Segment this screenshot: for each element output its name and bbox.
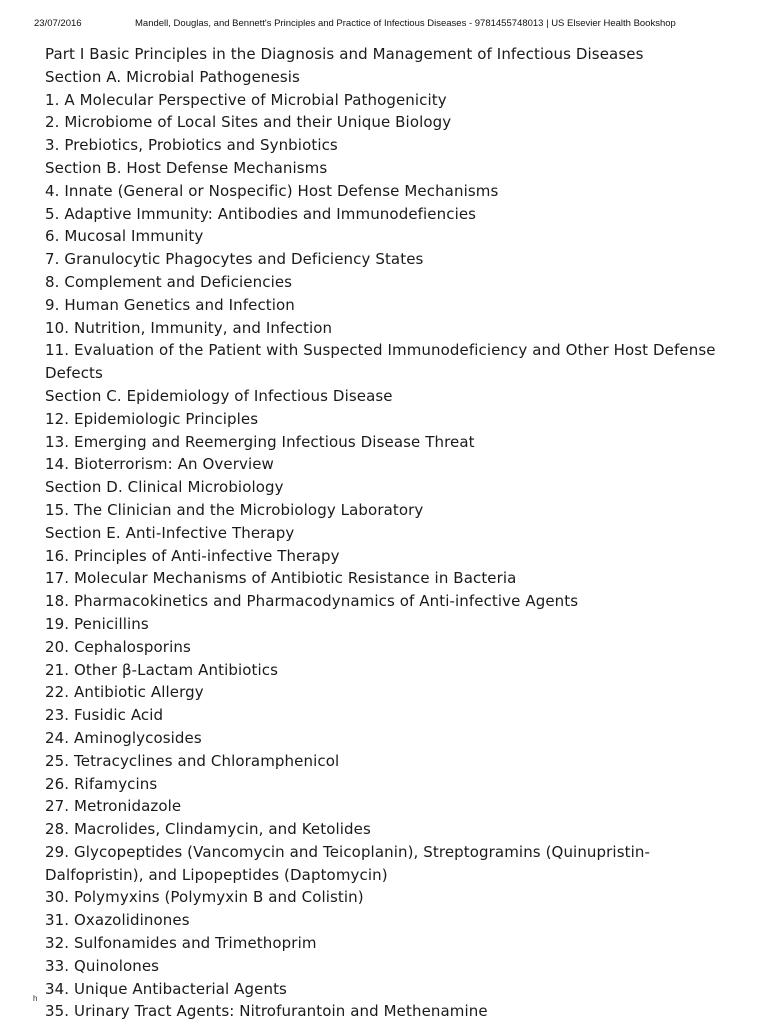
toc-line: 28. Macrolides, Clindamycin, and Ketolides (45, 820, 371, 839)
toc-line: Part I Basic Principles in the Diagnosis and Management of Infectious Diseases (45, 45, 644, 63)
toc-line: 11. Evaluation of the Patient with Suspected Immunodeficiency and Other Host Defense (45, 341, 716, 360)
print-page-title: Mandell, Douglas, and Bennett's Principles and Practice of Infectious Diseases - 9781455748013 | US Elsevier Health Bookshop (135, 18, 676, 29)
toc-line: 6. Mucosal Immunity (45, 227, 204, 246)
toc-line: 17. Molecular Mechanisms of Antibiotic Resistance in Bacteria (45, 569, 517, 588)
toc-line: 4. Innate (General or Nospecific) Host Defense Mechanisms (45, 181, 499, 200)
toc-line: 23. Fusidic Acid (45, 706, 164, 725)
toc-line: 3. Prebiotics, Probiotics and Synbiotics (45, 136, 338, 155)
toc-line: 10. Nutrition, Immunity, and Infection (45, 318, 333, 337)
margin-url-fragment: h (33, 994, 38, 1003)
toc-line: 2. Microbiome of Local Sites and their Unique Biology (45, 113, 452, 132)
toc-line: 30. Polymyxins (Polymyxin B and Colistin) (45, 888, 364, 907)
toc-line: Section B. Host Defense Mechanisms (45, 158, 328, 177)
toc-line: 19. Penicillins (45, 614, 149, 633)
toc-line: 14. Bioterrorism: An Overview (45, 455, 274, 474)
toc-line: Section D. Clinical Microbiology (45, 478, 284, 497)
toc-line: 7. Granulocytic Phagocytes and Deficiency States (45, 250, 424, 269)
toc-line: Section A. Microbial Pathogenesis (45, 67, 300, 86)
toc-line: Dalfopristin), and Lipopeptides (Daptomycin) (45, 865, 388, 884)
toc-line: 31. Oxazolidinones (45, 911, 190, 930)
toc-line: 32. Sulfonamides and Trimethoprim (45, 934, 317, 953)
toc-line: 26. Rifamycins (45, 774, 158, 793)
toc-line: 16. Principles of Anti-infective Therapy (45, 546, 340, 565)
toc-line: 25. Tetracyclines and Chloramphenicol (45, 751, 340, 770)
toc-line: 22. Antibiotic Allergy (45, 683, 204, 702)
toc-line: 27. Metronidazole (45, 797, 182, 816)
toc-line: 35. Urinary Tract Agents: Nitrofurantoin and Methenamine (45, 1002, 488, 1021)
toc-line: 24. Aminoglycosides (45, 728, 202, 747)
print-date: 23/07/2016 (34, 18, 82, 29)
toc-line: 18. Pharmacokinetics and Pharmacodynamics of Anti-infective Agents (45, 592, 579, 611)
toc-line: Section C. Epidemiology of Infectious Disease (45, 386, 393, 405)
toc-line: 8. Complement and Deficiencies (45, 272, 293, 291)
toc-line: 13. Emerging and Reemerging Infectious Disease Threat (45, 432, 475, 451)
toc-line: 9. Human Genetics and Infection (45, 295, 295, 314)
toc-line: 33. Quinolones (45, 956, 160, 975)
toc-line: 29. Glycopeptides (Vancomycin and Teicoplanin), Streptogramins (Quinupristin- (45, 842, 650, 861)
toc-line: 20. Cephalosporins (45, 637, 191, 656)
toc-line: 21. Other β-Lactam Antibiotics (45, 660, 279, 679)
toc-line: 12. Epidemiologic Principles (45, 409, 259, 428)
toc-line: Section E. Anti-Infective Therapy (45, 523, 295, 542)
toc-line: 5. Adaptive Immunity: Antibodies and Immunodefiencies (45, 204, 477, 223)
toc-line: 34. Unique Antibacterial Agents (45, 979, 287, 998)
toc-line: Defects (45, 364, 103, 383)
toc-line: 1. A Molecular Perspective of Microbial Pathogenicity (45, 90, 447, 109)
toc-line: 15. The Clinician and the Microbiology Laboratory (45, 500, 424, 519)
table-of-contents (45, 43, 745, 1023)
